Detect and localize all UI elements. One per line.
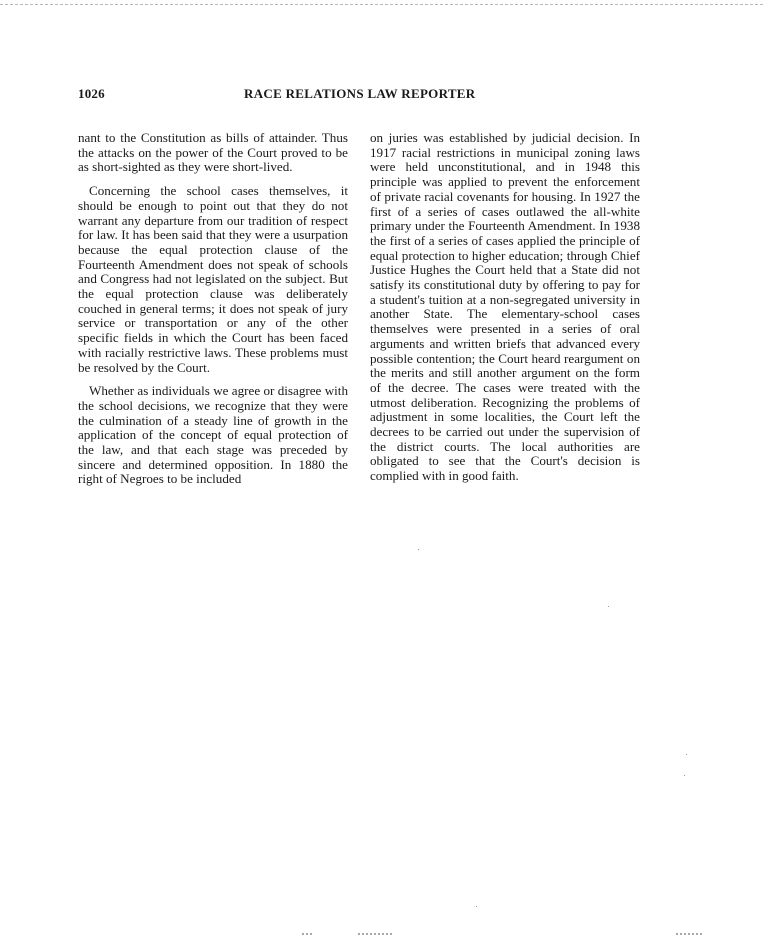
paragraph-continuation: nant to the Constitution as bills of attainder. Thus the attacks on the power of the Court proved to be as short-sighted as they were short-lived.	[78, 130, 348, 175]
scan-bottom-marks	[358, 933, 392, 935]
paragraph-court-history: on juries was established by judicial decision. In 1917 racial restrictions in municipal zoning laws were held unconstitutional, and in 1948 this principle was applied to prevent the enforcement of private racial covenants for housing. In 1927 the first of a series of cases outlawed the all-white primary under the Fourteenth Amendment. In 1938 the first of a series of cases applied the principle of equal protection to higher education; through Chief Justice Hughes the Court held that a State did not satisfy its constitutional duty by offering to pay for a student's tuition at a non-segregated university in another State. The elementary-school cases themselves were presented in a series of oral arguments and written briefs that advanced every possible contention; the Court heard reargument on the merits and still another argument on the form of the decree. The cases were treated with the utmost deliberation. Recognizing the problems of adjustment in some localities, the Court left the decrees to be carried out under the supervision of the district courts. The local authorities are obligated to see that the Court's decision is complied with in good faith.	[370, 130, 640, 484]
scan-speck	[686, 754, 687, 755]
scan-speck	[608, 606, 609, 607]
right-column	[370, 131, 640, 493]
scan-top-edge	[0, 4, 763, 5]
scan-speck	[418, 549, 419, 550]
scan-speck	[684, 775, 685, 776]
paragraph-equal-protection: Whether as individuals we agree or disagree with the school decisions, we recognize that they were the culmination of a steady line of growth in the application of the concept of equal protection of the law, and that each stage was preceded by sincere and determined opposition. In 1880 the right of Negroes to be included	[78, 383, 348, 487]
running-head: RACE RELATIONS LAW REPORTER	[244, 86, 476, 101]
scan-bottom-marks	[302, 933, 312, 935]
scan-speck	[476, 906, 477, 907]
scan-bottom-marks	[676, 933, 704, 935]
paragraph-school-cases: Concerning the school cases themselves, it should be enough to point out that they do not warrant any departure from our tradition of respect for law. It has been said that they were a usurpation because the equal protection clause of the Fourteenth Amendment does not speak of schools and Congress had not legislated on the subject. But the equal protection clause was deliberately couched in general terms; it does not speak of jury service or transportation or any of the other specific fields in which the Court has been faced with racially restrictive laws. These problems must be resolved by the Court.	[78, 183, 348, 375]
page-number: 1026	[78, 86, 105, 101]
left-column	[78, 131, 348, 496]
